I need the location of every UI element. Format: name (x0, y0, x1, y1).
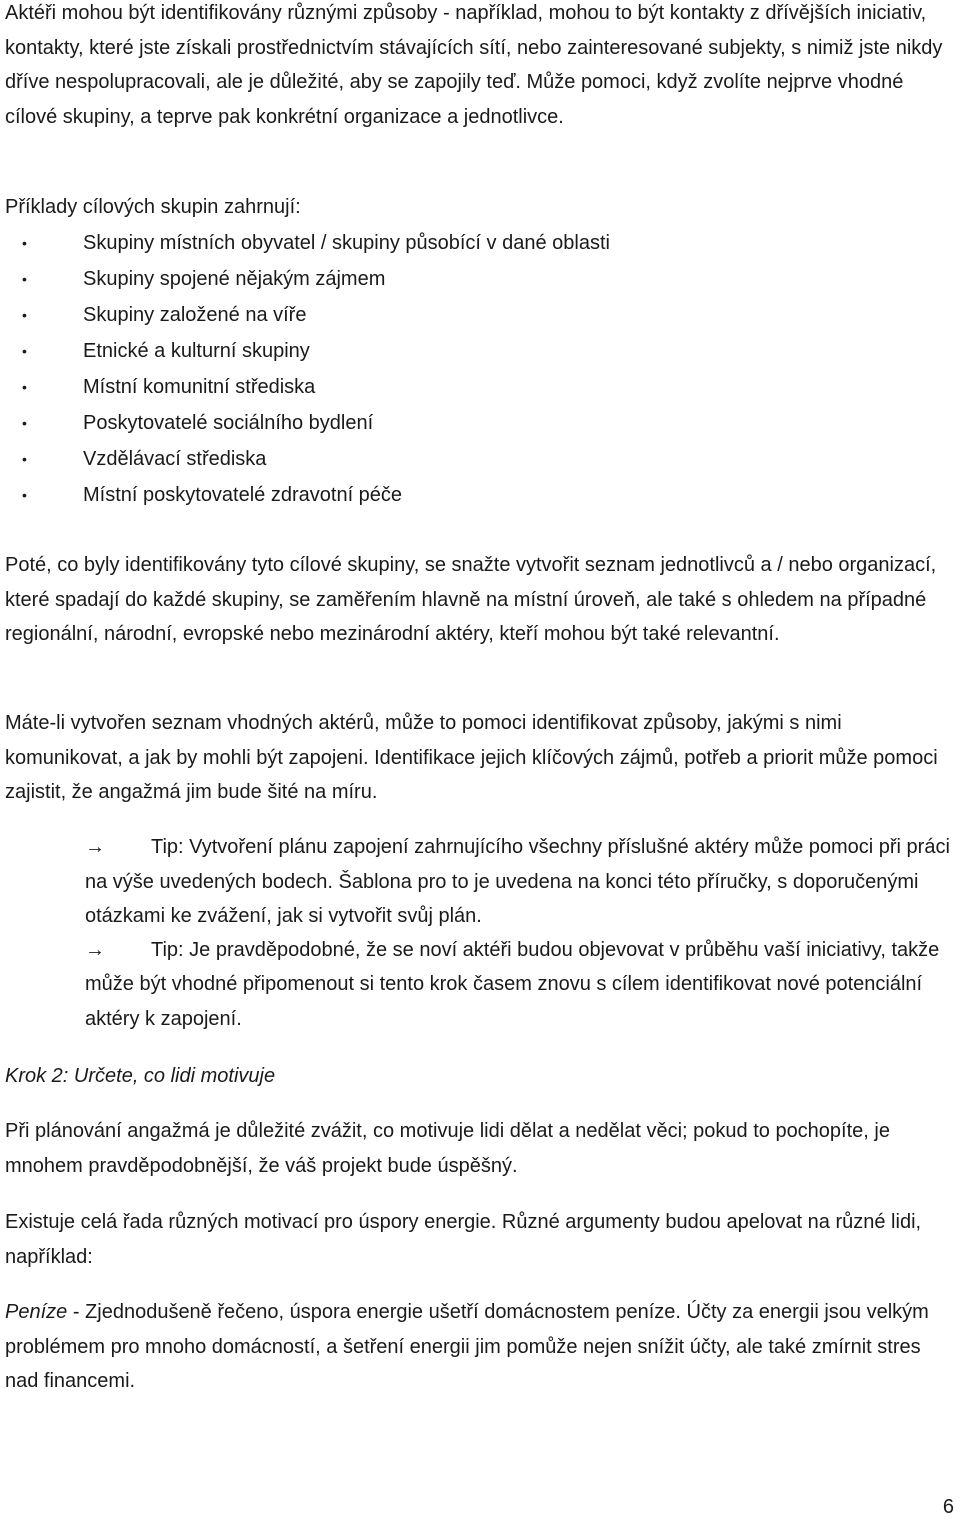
step-2-heading: Krok 2: Určete, co lidi motivuje (5, 1065, 276, 1087)
bullet-icon: • (22, 307, 27, 323)
examples-heading: Příklady cílových skupin zahrnují: (5, 196, 301, 218)
motivations-paragraph: Existuje celá řada různých motivací pro úspory energie. Různé argumenty budou apelovat na různé lidi, například: (5, 1211, 922, 1268)
target-groups-list (5, 225, 610, 513)
after-identification-paragraph: Poté, co byly identifikovány tyto cílové skupiny, se snažte vytvořit seznam jednotlivců a / nebo organizací, které spadají do každé skupiny, se zaměřením hlavně na místní úroveň, ale také s ohledem na případné regionální, národní, evropské nebo mezinárodní aktéry, kteří mohou být také relevantní. (5, 554, 937, 645)
list-item-text: Místní komunitní střediska (83, 376, 316, 398)
tip-2-text: Tip: Je pravděpodobné, že se noví aktéři budou objevovat v průběhu vaší iniciativy, takže může být vhodné připomenout si tento krok časem znovu s cílem identifikovat nové potenciální aktéry k zapojení. (85, 938, 940, 1030)
list-item (5, 261, 610, 297)
bullet-icon: • (22, 343, 27, 359)
list-item-text: Skupiny spojené nějakým zájmem (83, 268, 386, 290)
bullet-icon: • (22, 235, 27, 251)
list-item-text: Etnické a kulturní skupiny (83, 340, 310, 362)
bullet-icon: • (22, 271, 27, 287)
actors-list-paragraph: Máte-li vytvořen seznam vhodných aktérů, může to pomoci identifikovat způsoby, jakými s nimi komunikovat, a jak by mohli být zapojeni. Identifikace jejich klíčových zájmů, potřeb a priorit může pomoci zajistit, že angažmá jim bude šité na míru. (5, 712, 938, 803)
list-item-text: Skupiny založené na víře (83, 304, 307, 326)
money-term: Peníze (5, 1301, 68, 1323)
list-item-text: Skupiny místních obyvatel / skupiny působící v dané oblasti (83, 232, 610, 254)
list-item-text: Poskytovatelé sociálního bydlení (83, 412, 374, 434)
list-item-text: Vzdělávací střediska (83, 448, 267, 470)
money-text: - Zjednodušeně řečeno, úspora energie ušetří domácnostem peníze. Účty za energii jsou velkým problémem pro mnoho domácností, a šetření energii jim pomůže nejen snížit účty, ale také zmírnit stres nad financemi. (5, 1301, 929, 1392)
page-number: 6 (942, 1496, 954, 1518)
arrow-icon: → (85, 836, 105, 858)
list-item (5, 369, 610, 405)
bullet-icon: • (22, 415, 27, 431)
arrow-icon: → (85, 938, 105, 961)
intro-paragraph: Aktéři mohou být identifikovány různými způsoby - například, mohou to být kontakty z dřívějších iniciativ, kontakty, které jste získali prostřednictvím stávajících sítí, nebo zainteresované subjekty, s nimiž jste nikdy dříve nespolupracovali, ale je důležité, aby se zapojily teď. Může pomoci, když zvolíte nejprve vhodné cílové skupiny, a teprve pak konkrétní organizace a jednotlivce. (5, 2, 943, 128)
tip-1-text: Tip: Vytvoření plánu zapojení zahrnujícího všechny příslušné aktéry může pomoci při práci na výše uvedených bodech. Šablona pro to je uvedena na konci této příručky, s doporučenými otázkami ke zvážení, jak si vytvořit svůj plán. (85, 836, 950, 927)
list-item (5, 477, 610, 513)
bullet-icon: • (22, 379, 27, 395)
list-item (5, 441, 610, 477)
tips-section (5, 830, 953, 1036)
tip-1 (5, 830, 953, 934)
list-item (5, 333, 610, 369)
money-paragraph (5, 1295, 953, 1399)
list-item (5, 297, 610, 333)
planning-paragraph: Při plánování angažmá je důležité zvážit, co motivuje lidi dělat a nedělat věci; pokud to pochopíte, je mnohem pravděpodobnější, že váš projekt bude úspěšný. (5, 1120, 890, 1177)
list-item-text: Místní poskytovatelé zdravotní péče (83, 484, 403, 506)
list-item (5, 225, 610, 261)
bullet-icon: • (22, 487, 27, 503)
tip-2 (5, 933, 953, 1037)
list-item (5, 405, 610, 441)
bullet-icon: • (22, 451, 27, 467)
